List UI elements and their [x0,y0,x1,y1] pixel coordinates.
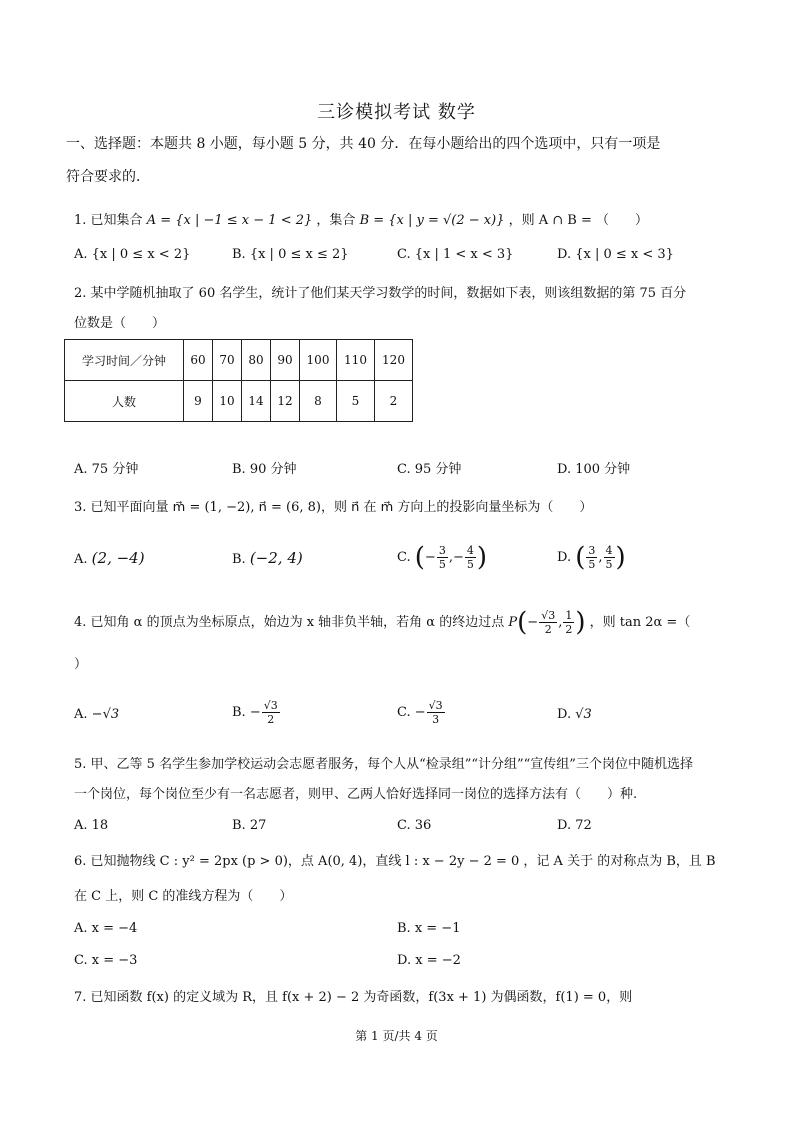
q3-option-a [74,549,145,569]
q4-option-b: B. − $\frac{√3}{2}$ [232,699,278,726]
q3-option-d: D. ( $\frac{3}{5}$ , $\frac{4}{5}$ ) [557,542,626,573]
table-cell: 100 [300,340,337,381]
option-letter: C. [397,550,411,565]
q4-stem: 4. 已知角 α 的顶点为坐标原点，始边为 x 轴非负半轴，若角 α 的终边过点 P(− $\frac{√3}{2}$ , $\frac{1}{2}$ ) ，则 tan 2α =（ [74,607,691,638]
table-cell: 120 [375,340,413,381]
table-cell: 5 [337,381,375,422]
option-letter: B. [232,552,246,567]
table-cell: 10 [213,381,242,422]
page-footer: 第 1 页/共 4 页 [355,1029,438,1043]
q5-option-c: C. 36 [397,818,432,833]
q2-option-b: B. 90 分钟 [232,462,297,477]
q4-option-d [557,706,592,724]
q1-option-a: A. {x | 0 ≤ x < 2} [74,247,191,262]
q5-option-b: B. 27 [232,818,267,833]
q5-stem-line2: 一个岗位，每个岗位至少有一名志愿者，则甲、乙两人恰好选择同一岗位的选择方法有（ ）种. [74,787,638,802]
q4-stem-b: ，则 tan 2α =（ [589,615,691,630]
option-letter: B. [232,705,246,720]
q6-stem-line2: 在 C 上，则 C 的准线方程为（ ） [74,889,293,904]
q3-option-b [232,549,303,569]
option-letter: C. [397,705,411,720]
q6-option-b: B. x = −1 [397,921,461,936]
section-heading-line2: 符合要求的． [66,169,150,185]
table-header-cell: 人数 [65,381,184,422]
option-letter: D. [557,550,572,565]
q5-option-a: A. 18 [74,818,109,833]
q2-stem-line2: 位数是（ ） [74,316,166,331]
table-cell: 12 [271,381,300,422]
q2-option-a: A. 75 分钟 [74,462,139,477]
table-cell: 9 [184,381,213,422]
q7-stem-line1: 7. 已知函数 f(x) 的定义域为 R，且 f(x + 2) − 2 为奇函数，f(3x + 1) 为偶函数，f(1) = 0，则 [74,990,633,1005]
option-letter: D. [557,707,572,722]
q4-stem-a: 4. 已知角 α 的顶点为坐标原点，始边为 x 轴非负半轴，若角 α 的终边过点 [74,615,505,630]
table-row [65,381,413,422]
section-heading-line1: 一、选择题：本题共 8 小题，每小题 5 分，共 40 分．在每小题给出的四个选项中，只有一项是 [66,136,661,152]
option-value: −√3 [91,707,120,722]
page-title: 三诊模拟考试 数学 [317,102,476,123]
option-value: (−2, 4) [249,549,303,567]
table-cell: 110 [337,340,375,381]
q2-stem-line1: 2. 某中学随机抽取了 60 名学生，统计了他们某天学习数学的时间，数据如下表，则该组数据的第 75 百分 [74,286,687,301]
q5-stem-line1: 5. 甲、乙等 5 名学生参加学校运动会志愿者服务，每个人从“检录组”“计分组”“宣传组”三个岗位中随机选择 [74,757,693,772]
option-value: √3 [575,707,592,722]
q3-option-c: C. (− $\frac{3}{5}$ ,− $\frac{4}{5}$ ) [397,542,488,573]
q1-stem-b: ，集合 [316,213,356,228]
q1-option-c: C. {x | 1 < x < 3} [397,247,514,262]
q1-set-a: A = {x | −1 ≤ x − 1 < 2} [146,213,313,228]
q2-option-d: D. 100 分钟 [557,462,631,477]
table-cell: 70 [213,340,242,381]
table-cell: 60 [184,340,213,381]
q6-option-d: D. x = −2 [397,953,461,968]
table-row [65,340,413,381]
q6-option-c: C. x = −3 [74,953,138,968]
table-header-cell: 学习时间／分钟 [65,340,184,381]
q1-stem-a: 1. 已知集合 [74,213,143,228]
q1-option-b: B. {x | 0 ≤ x ≤ 2} [232,247,349,262]
q6-stem-line1: 6. 已知抛物线 C : y² = 2px (p > 0)，点 A(0, 4)，直线 l : x − 2y − 2 = 0 ，记 A 关于 的对称点为 B，且 B [74,854,716,869]
q4-option-c: C. − $\frac{√3}{3}$ [397,699,443,726]
q2-option-c: C. 95 分钟 [397,462,462,477]
table-cell: 14 [242,381,271,422]
q1-set-b: B = {x | y = √(2 − x)} [359,213,505,228]
q1-option-d: D. {x | 0 ≤ x < 3} [557,247,674,262]
q4-stem-close: ） [74,657,88,672]
q2-data-table [64,339,413,422]
q4-option-a [74,706,119,724]
q5-option-d: D. 72 [557,818,592,833]
q3-stem: 3. 已知平面向量 m⃗ = (1, −2), n⃗ = (6, 8)，则 n⃗ 在 m⃗ 方向上的投影向量坐标为（ ） [74,500,593,515]
table-cell: 80 [242,340,271,381]
q1-stem [74,212,648,230]
option-letter: A. [74,552,88,567]
option-value: (2, −4) [91,549,145,567]
table-cell: 2 [375,381,413,422]
table-cell: 8 [300,381,337,422]
q1-stem-c: ，则 A ∩ B = （ ） [508,213,649,228]
q6-option-a: A. x = −4 [74,921,138,936]
option-letter: A. [74,707,88,722]
table-cell: 90 [271,340,300,381]
